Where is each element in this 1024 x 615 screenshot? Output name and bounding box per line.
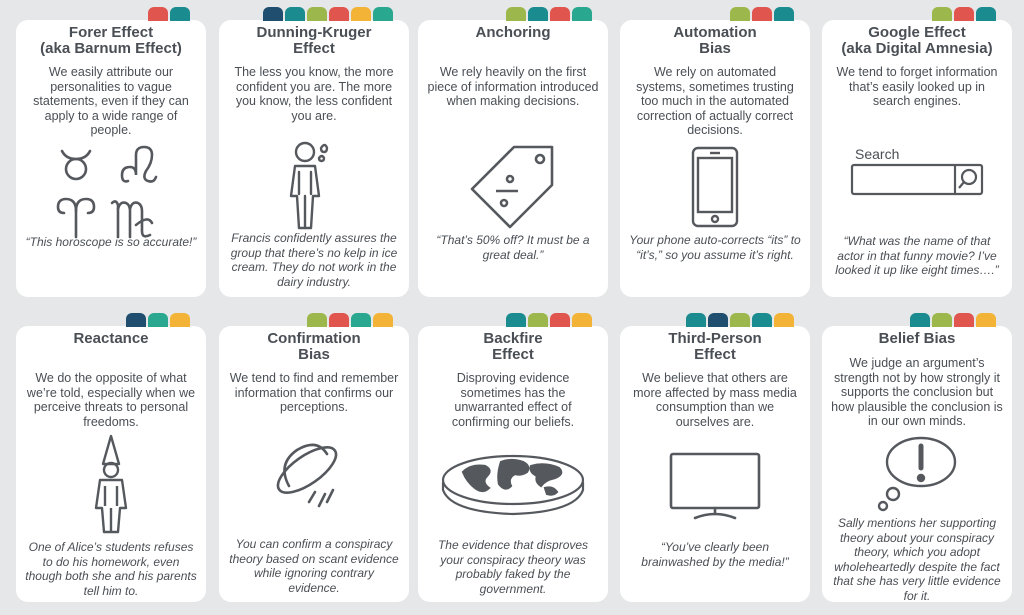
card-title: Google Effect (aka Digital Amnesia) (841, 24, 993, 57)
color-tab (708, 313, 728, 327)
tv-monitor-icon (620, 452, 810, 520)
color-tab (932, 313, 952, 327)
card-belief-bias (822, 326, 1012, 602)
color-tab (170, 7, 190, 21)
color-tab (148, 313, 168, 327)
card-description: We believe that others are more affected by mass media consumption than we ourselves are. (633, 371, 797, 429)
color-tab (263, 7, 283, 21)
color-tab (170, 313, 190, 327)
color-tab (550, 313, 570, 327)
color-tab (572, 7, 592, 21)
color-tab (126, 313, 146, 327)
card-description: We rely heavily on the first piece of information introduced when making decisions. (427, 65, 599, 108)
sweating-person-icon (219, 138, 409, 230)
card-confirmation-bias (219, 326, 409, 602)
zodiac-symbols-icon (16, 145, 206, 240)
card-reactance (16, 326, 206, 602)
card-title: Anchoring (475, 24, 551, 41)
card-description: The less you know, the more confident you are. The more you know, the less confident you are. (234, 65, 394, 123)
color-tab (954, 7, 974, 21)
card-example: “You’ve clearly been brainwashed by the media!” (641, 540, 789, 569)
card-color-tabs (930, 7, 996, 21)
card-description: We tend to forget information that’s easily looked up in search engines. (836, 65, 998, 108)
color-tab (528, 313, 548, 327)
card-google-effect (822, 20, 1012, 297)
card-description: We judge an argument’s strength not by how strongly it supports the conclusion but how plausible the conclusion is in our own minds. (831, 356, 1003, 428)
color-tab (329, 313, 349, 327)
card-title: Backfire Effect (483, 330, 543, 363)
card-color-tabs (504, 7, 592, 21)
color-tab (730, 7, 750, 21)
color-tab (730, 313, 750, 327)
card-color-tabs (124, 313, 190, 327)
smartphone-icon (620, 146, 810, 228)
color-tab (351, 7, 371, 21)
card-color-tabs (684, 313, 794, 327)
card-title: Forer Effect (aka Barnum Effect) (40, 24, 182, 57)
color-tab (351, 313, 371, 327)
color-tab (307, 7, 327, 21)
card-example: “This horoscope is so accurate!” (25, 235, 197, 249)
search-label: Search (855, 146, 900, 162)
ufo-icon (219, 436, 409, 516)
color-tab (752, 7, 772, 21)
color-tab (550, 7, 570, 21)
color-tab (373, 313, 393, 327)
card-example: Francis confidently assures the group that there’s no kelp in ice cream. They do not work in the dairy industry. (230, 231, 398, 289)
card-forer-effect (16, 20, 206, 297)
card-example: “What was the name of that actor in that funny movie? I’ve looked it up like eight times….” (835, 234, 999, 277)
card-third-person-effect (620, 326, 810, 602)
price-tag-icon (418, 145, 608, 229)
color-tab (932, 7, 952, 21)
card-backfire-effect (418, 326, 608, 602)
card-example: You can confirm a conspiracy theory based on scant evidence while ignoring contrary evidence. (229, 537, 399, 595)
card-color-tabs (504, 313, 592, 327)
color-tab (910, 313, 930, 327)
color-tab (285, 7, 305, 21)
card-description: Disproving evidence sometimes has the unwarranted effect of confirming our beliefs. (451, 371, 575, 429)
color-tab (506, 7, 526, 21)
card-color-tabs (908, 313, 996, 327)
card-title: Third-Person Effect (668, 330, 762, 363)
flat-earth-icon (418, 452, 608, 518)
color-tab (307, 313, 327, 327)
card-color-tabs (146, 7, 190, 21)
card-color-tabs (305, 313, 393, 327)
card-example: One of Alice’s students refuses to do his homework, even though both she and his parents tell him to. (25, 540, 197, 598)
card-title: Dunning-Kruger Effect (256, 24, 372, 57)
card-dunning-kruger (219, 20, 409, 297)
card-example: Your phone auto-corrects “its” to “it’s,” so you assume it’s right. (629, 233, 801, 262)
card-description: We easily attribute our personalities to vague statements, even if they can apply to a wide range of people. (33, 65, 189, 137)
color-tab (954, 313, 974, 327)
card-description: We do the opposite of what we’re told, especially when we perceive threats to personal freedoms. (26, 371, 196, 429)
color-tab (774, 313, 794, 327)
color-tab (774, 7, 794, 21)
thought-bubble-icon (822, 436, 1012, 512)
color-tab (752, 313, 772, 327)
card-description: We rely on automated systems, sometimes trusting too much in the automated correction of actually correct decisions. (636, 65, 794, 137)
card-example: “That’s 50% off? It must be a great deal.” (436, 233, 590, 262)
color-tab (148, 7, 168, 21)
card-color-tabs (728, 7, 794, 21)
card-color-tabs (261, 7, 393, 21)
card-example: The evidence that disproves your conspiracy theory was probably faked by the government. (437, 538, 589, 596)
search-box-icon (822, 164, 1012, 196)
color-tab (506, 313, 526, 327)
color-tab (572, 313, 592, 327)
color-tab (976, 313, 996, 327)
card-anchoring (418, 20, 608, 297)
color-tab (329, 7, 349, 21)
color-tab (686, 313, 706, 327)
color-tab (528, 7, 548, 21)
card-description: We tend to find and remember information that confirms our perceptions. (229, 371, 399, 414)
color-tab (976, 7, 996, 21)
dunce-cap-person-icon (16, 434, 206, 534)
color-tab (373, 7, 393, 21)
card-title: Confirmation Bias (267, 330, 361, 363)
card-example: Sally mentions her supporting theory about your conspiracy theory, which you adopt wholeheartedly despite the fact that she has very little evidence for it. (833, 516, 1001, 603)
card-title: Automation Bias (673, 24, 757, 57)
card-title: Reactance (73, 330, 149, 347)
card-automation-bias (620, 20, 810, 297)
card-title: Belief Bias (878, 330, 956, 347)
